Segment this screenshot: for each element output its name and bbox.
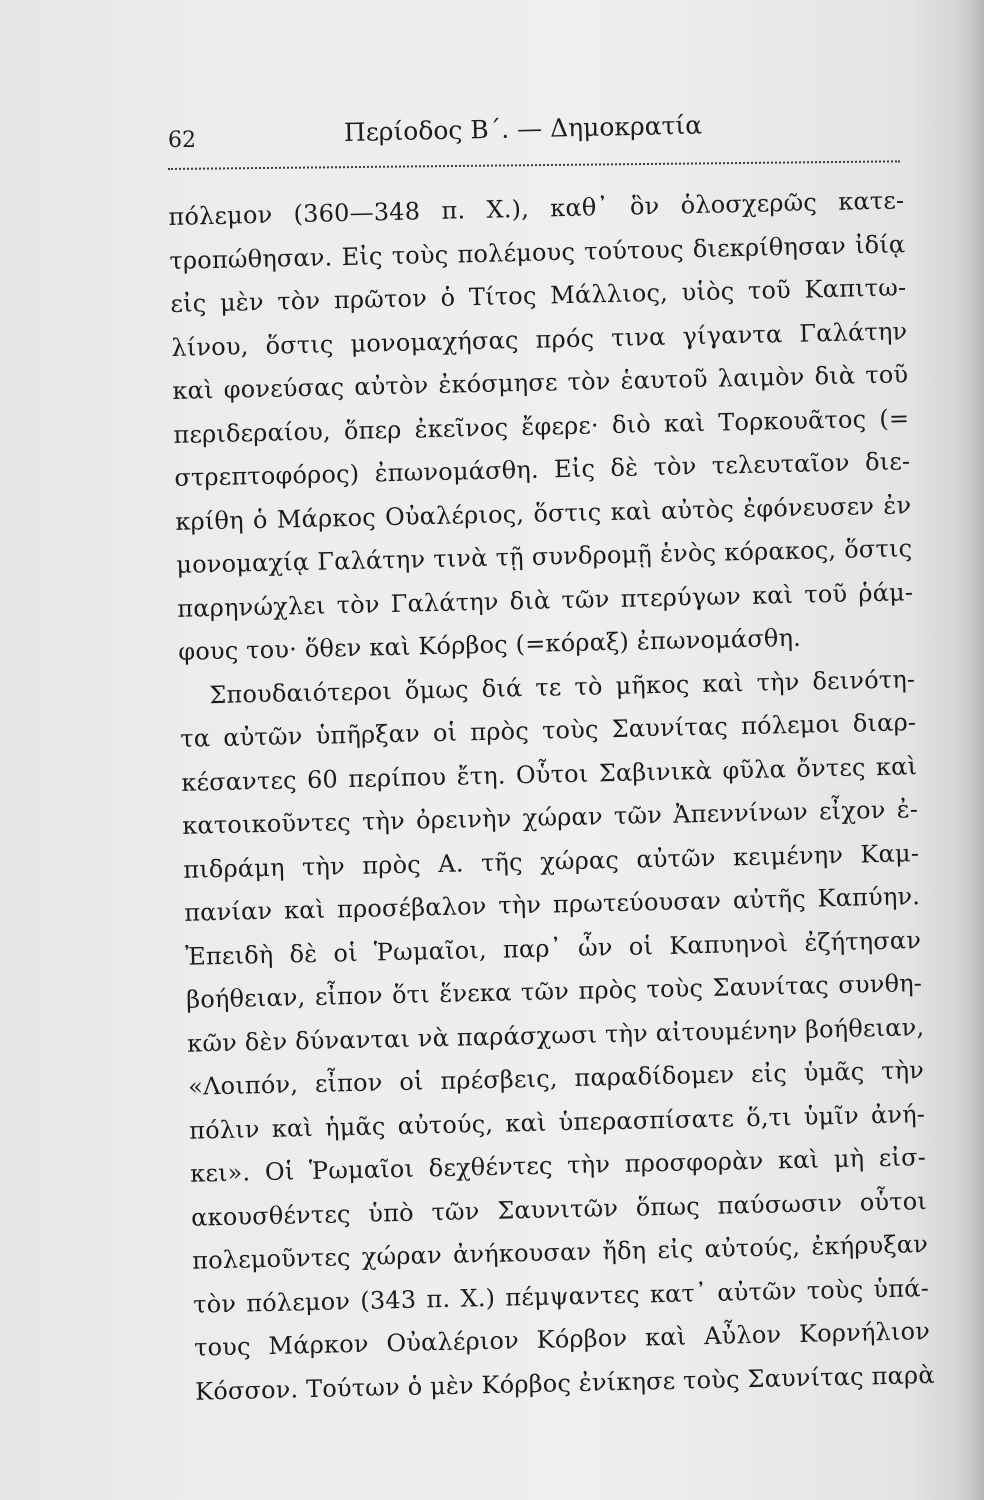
text-line: τους Μάρκον Οὐαλέριον Κόρβον καὶ Αὖλον Κορνήλιον [193,1317,931,1362]
text-line: πανίαν καὶ προσέβαλον τὴν πρωτεύουσαν αὐτῆς Καπύην. [183,882,921,927]
text-line: Κόσσον. Τούτων ὁ μὲν Κόρβος ἐνίκησε τοὺς Σαυνίτας παρὰ [194,1360,935,1406]
header-rule [168,160,900,170]
text-line: βοήθειαν, εἶπον ὅτι ἕνεκα τῶν πρὸς τοὺς Σαυνίτας συνθη- [185,969,923,1014]
text-line: κῶν δὲν δύνανται νὰ παράσχωσι τὴν αἰτουμένην βοήθειαν, [186,1012,925,1058]
text-line: τροπώθησαν. Εἰς τοὺς πολέμους τούτους διεκρίθησαν ἰδίᾳ [169,229,906,275]
text-line: μονομαχίᾳ Γαλάτην τινὰ τῇ συνδρομῇ ἑνὸς κόρακος, ὅστις [176,534,913,579]
text-line: τα αὐτῶν ὑπῆρξαν οἱ πρὸς τοὺς Σαυνίτας πόλεμοι διαρ- [180,708,917,753]
body-text [168,179,935,1413]
text-line: λίνου, ὅστις μονομαχήσας πρός τινα γίγαντα Γαλάτην [171,316,908,362]
text-line: Σπουδαιότεροι ὅμως διά τε τὸ μῆκος καὶ τὴν δεινότη- [209,664,916,709]
text-line: τὸν πόλεμον (343 π. Χ.) πέμψαντες κατ᾽ αὐτῶν τοὺς ὑπά- [192,1273,930,1319]
text-line: πόλιν καὶ ἡμᾶς αὐτούς, καὶ ὑπερασπίσατε ὅ,τι ὑμῖν ἀνή- [188,1099,926,1145]
text-line: περιδεραίου, ὅπερ ἐκεῖνος ἔφερε· διὸ καὶ Τορκουᾶτος (= [173,403,910,449]
text-line: κατοικοῦντες τὴν ὀρεινὴν χώραν τῶν Ἀπεννίνων εἶχον ἐ- [181,795,919,840]
page-edge-shadow [956,0,984,1500]
text-line: εἰς μὲν τὸν πρῶτον ὁ Τίτος Μάλλιος, υἱὸς τοῦ Καπιτω- [170,273,907,318]
page-header [168,110,898,160]
text-line: ακουσθέντες ὑπὸ τῶν Σαυνιτῶν ὅπως παύσωσιν οὗτοι [190,1186,928,1232]
text-line: παρηνώχλει τὸν Γαλάτην διὰ τῶν πτερύγων καὶ τοῦ ῥάμ- [177,577,914,623]
text-line: κρίθη ὁ Μάρκος Οὐαλέριος, ὅστις καὶ αὐτὸς ἐφόνευσεν ἐν [175,490,912,536]
text-line: πόλεμον (360—348 π. Χ.), καθ᾽ ὃν ὁλοσχερῶς κατε- [168,186,905,231]
text-line: στρεπτοφόρος) ἐπωνομάσθη. Εἰς δὲ τὸν τελευταῖον διε- [174,447,911,492]
text-line: Ἐπειδὴ δὲ οἱ Ῥωμαῖοι, παρ᾽ ὧν οἱ Καπυηνοὶ ἐζήτησαν [184,925,922,971]
text-line: φους του· ὅθεν καὶ Κόρβος (=κόραξ) ἐπωνομάσθη. [178,623,802,666]
text-line: κέσαντες 60 περίπου ἔτη. Οὗτοι Σαβινικὰ φῦλα ὄντες καὶ [180,751,918,797]
text-line: «Λοιπόν, εἶπον οἱ πρέσβεις, παραδίδομεν εἰς ὑμᾶς τὴν [187,1056,925,1101]
text-line: πολεμοῦντες χώραν ἀνήκουσαν ἤδη εἰς αὐτούς, ἐκήρυξαν [191,1230,929,1275]
page-number: 62 [168,128,196,153]
running-head: Περίοδος Β΄. — Δημοκρατία [343,110,703,147]
text-line: κει». Οἱ Ῥωμαῖοι δεχθέντες τὴν προσφορὰν καὶ μὴ εἰσ- [189,1143,927,1188]
text-line: πιδράμη τὴν πρὸς Α. τῆς χώρας αὐτῶν κειμένην Καμ- [182,838,920,884]
text-line: καὶ φονεύσας αὐτὸν ἐκόσμησε τὸν ἑαυτοῦ λαιμὸν διὰ τοῦ [172,360,909,405]
